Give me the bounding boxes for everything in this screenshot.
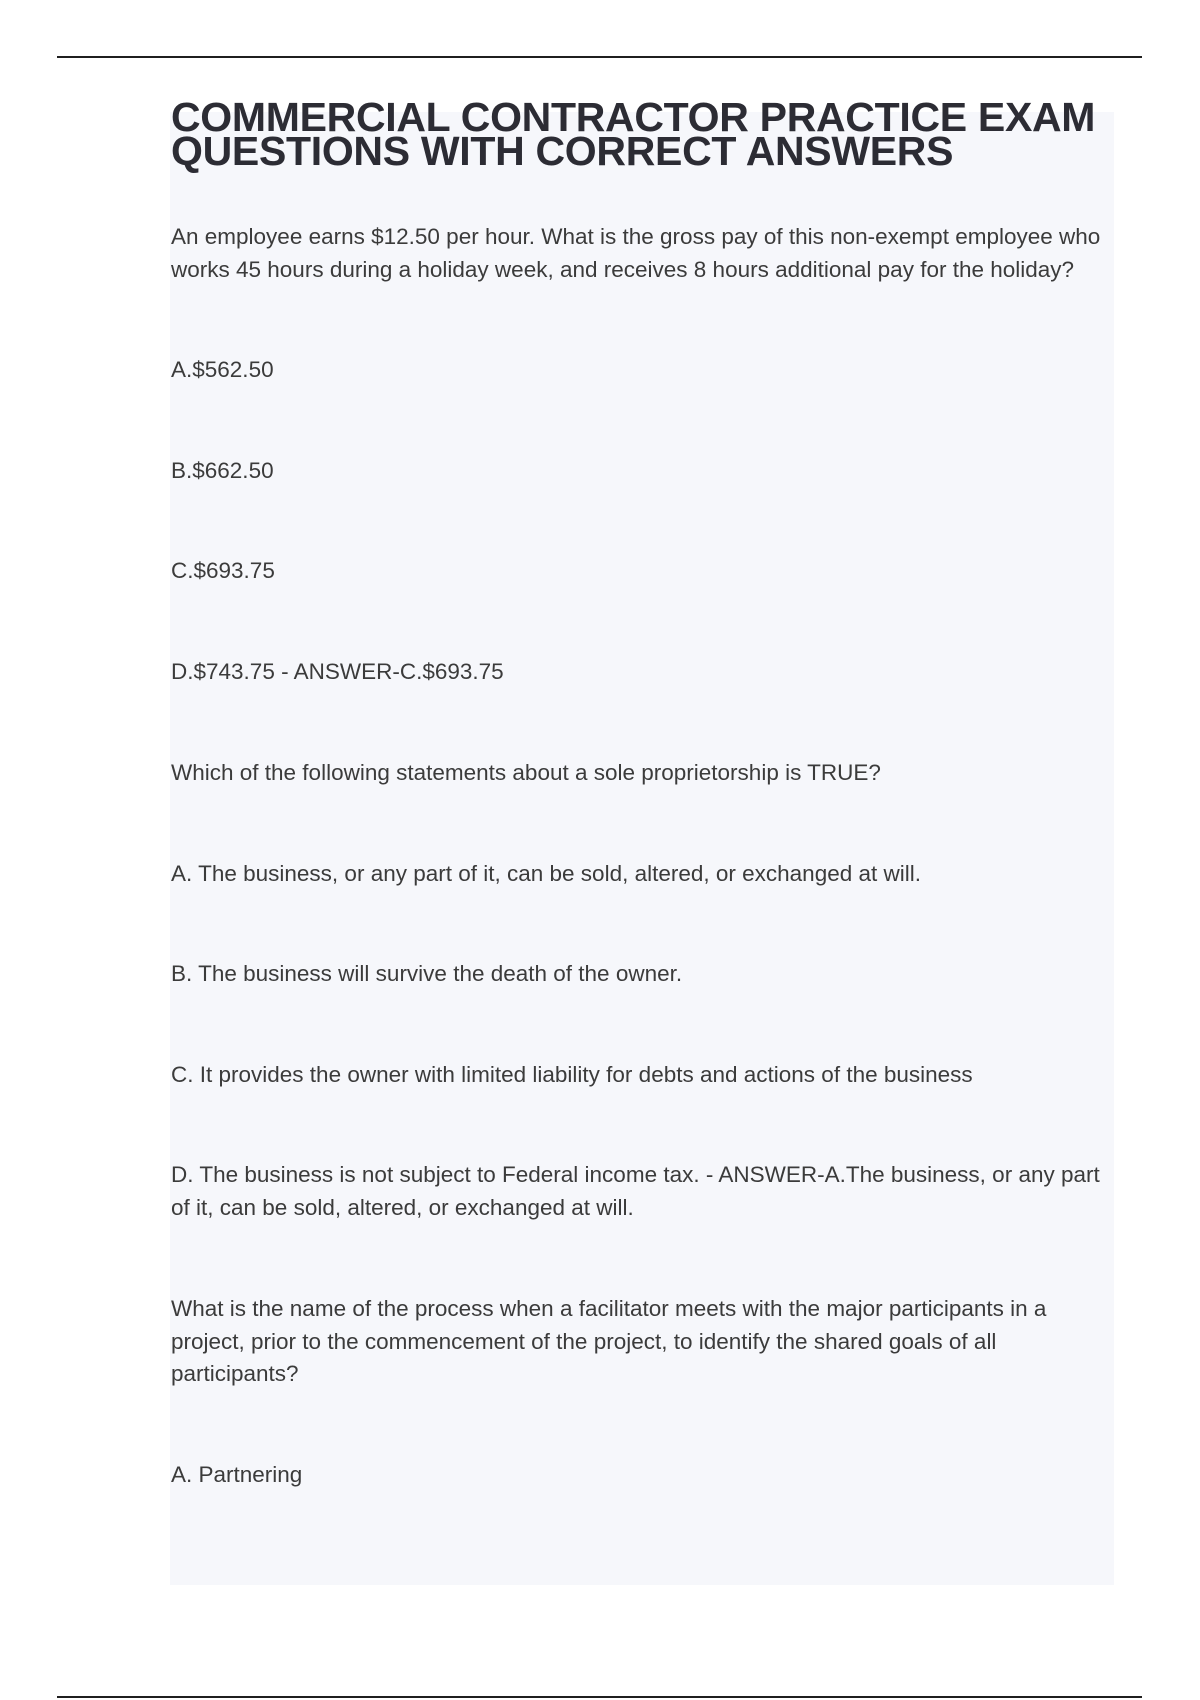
question-1-option-c: C.$693.75 (171, 558, 275, 583)
question-3-text: What is the name of the process when a facilitator meets with the major participants in a project, prior to the commencement of the project, to identify the shared goals of all participants? (171, 1296, 1047, 1386)
footer-rule (57, 1696, 1142, 1698)
document-title: COMMERCIAL CONTRACTOR PRACTICE EXAM QUESTIONS WITH CORRECT ANSWERS (171, 94, 1096, 174)
question-3-option-a: A. Partnering (171, 1461, 303, 1487)
question-2-option-a: A. The business, or any part of it, can be sold, altered, or exchanged at will. (171, 860, 922, 886)
question-1-option-d-with-answer: D.$743.75 - ANSWER-C.$693.75 (171, 658, 504, 684)
header-rule (57, 56, 1142, 58)
question-2-text: Which of the following statements about a sole proprietorship is TRUE? (171, 760, 881, 785)
question-2-option-d-with-answer: D. The business is not subject to Federal income tax. - ANSWER-A.The business, or any part of it, can be sold, altered, or exchanged at will. (171, 1162, 1100, 1220)
question-1-option-a: A.$562.50 (171, 357, 274, 382)
question-1-option-b: B.$662.50 (171, 457, 274, 483)
question-2-option-b: B. The business will survive the death of the owner. (171, 961, 683, 986)
document-body (171, 94, 1116, 1491)
question-2-option-c: C. It provides the owner with limited liability for debts and actions of the business (171, 1061, 973, 1087)
question-1-text: An employee earns $12.50 per hour. What is the gross pay of this non-exempt employee who works 45 hours during a holiday week, and receives 8 hours additional pay for the holiday? (171, 224, 1101, 282)
